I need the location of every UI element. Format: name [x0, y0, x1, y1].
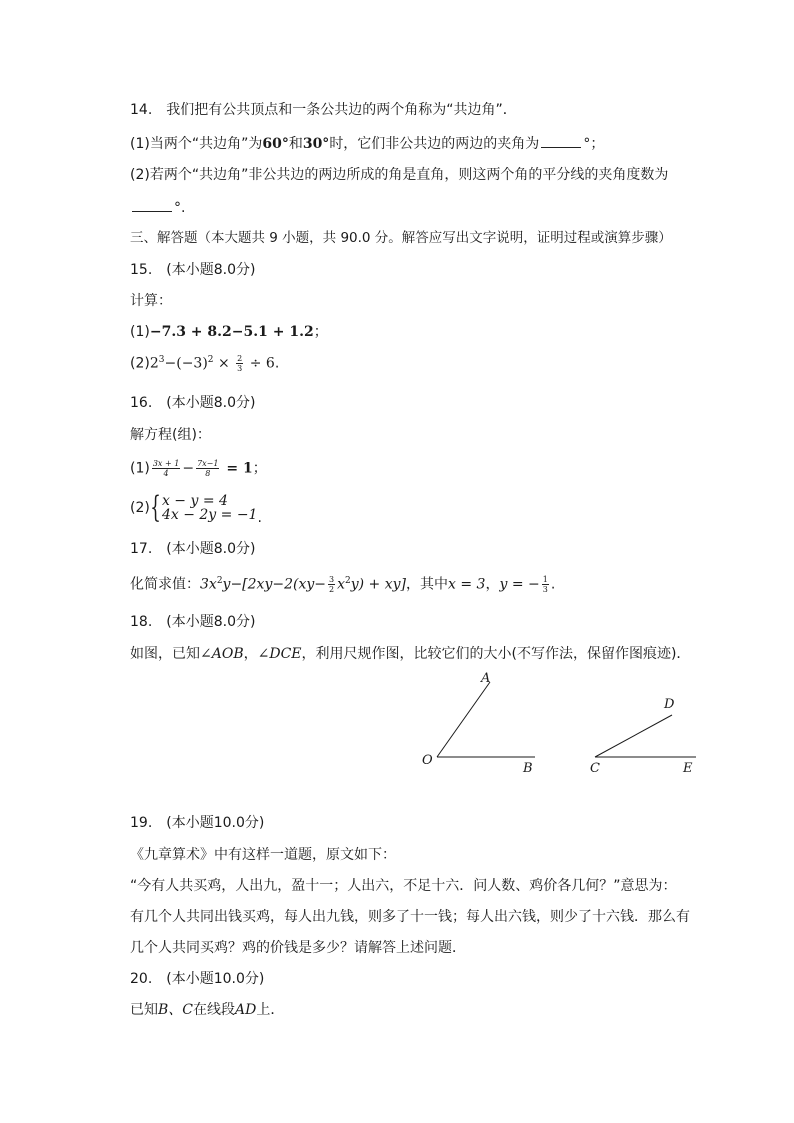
q15-fraction-denominator: 3: [237, 364, 243, 373]
angle-dce-figure: [590, 697, 696, 776]
q15-number: 15. (本小题8.0分): [130, 262, 256, 278]
q19-number: 19. (本小题10.0分): [130, 815, 265, 831]
q15-instruction: 计算：: [130, 293, 172, 309]
q20-text-a: 已知: [130, 1002, 158, 1018]
ray-cd: [595, 715, 672, 757]
q14-stem: 14. 我们把有公共顶点和一条公共边的两个角称为“共边角”．: [130, 102, 517, 118]
q15-part2-end: .: [274, 355, 280, 372]
q16-fraction1-denominator: 4: [163, 469, 169, 478]
q16-part1-rhs: = 1: [221, 460, 253, 477]
q14-part1-text-b: 时，它们非公共边的两边的夹角为: [329, 136, 540, 152]
section-3-heading: 三、解答题（本大题共 9 小题，共 90.0 分。解答应写出文字说明，证明过程或演算步骤）: [130, 230, 672, 246]
q20-text-b: 在线段: [193, 1002, 235, 1018]
q14-part2: (2)若两个“共边角”非公共边的两边所成的角是直角，则这两个角的平分线的夹角度数为: [130, 167, 669, 183]
q15-part2-term: −(−3): [164, 355, 208, 372]
ray-oa: [437, 682, 490, 757]
q17-text-a: 化简求值：: [130, 576, 200, 593]
q15-part1-label: (1): [130, 324, 150, 340]
q16-equation1: x − y = 4: [161, 493, 228, 509]
q17-text-b: ，其中: [406, 576, 449, 593]
q17-number: 17. (本小题8.0分): [130, 541, 256, 557]
q18-text-a: 如图，已知: [130, 646, 200, 662]
q17-expr-c: x: [337, 576, 345, 593]
q17-fraction-numerator: 3: [329, 575, 335, 584]
q14-part1-end: °；: [583, 136, 605, 152]
q15-part2-exponent2: 2: [207, 354, 214, 365]
q16-fraction1-numerator: 3x + 1: [152, 459, 180, 468]
q17-expr-d: y) + xy]: [350, 576, 407, 593]
label-d: D: [664, 697, 675, 712]
q18-text-c: ，利用尺规作图，比较它们的大小(不写作法，保留作图痕迹)．: [301, 646, 691, 662]
q18-number: 18. (本小题8.0分): [130, 614, 256, 630]
q18-angle-dce: ∠DCE: [257, 646, 302, 662]
q14-part1-angle1: 60°: [262, 136, 289, 152]
q19-line2: “今有人共买鸡，人出九，盈十一；人出六，不足十六．问人数、鸡价各几何？”意思为：: [130, 878, 677, 894]
label-e: E: [683, 761, 693, 776]
q18-text-b: ，: [243, 646, 258, 662]
q14-part2-end: °.: [174, 200, 186, 216]
q16-minus: −: [182, 460, 195, 477]
q15-part2-base: 2: [149, 355, 159, 372]
q19-line4: 几个人共同买鸡？鸡的价钱是多少？请解答上述问题．: [130, 940, 466, 956]
q17-condition-x: x = 3: [448, 576, 486, 593]
q16-part2-end: .: [257, 510, 262, 526]
q15-part2-times: ×: [213, 355, 235, 372]
q20-segment: AD: [235, 1002, 257, 1018]
q17-fraction2-numerator: 1: [542, 575, 548, 584]
q20-number: 20. (本小题10.0分): [130, 971, 265, 987]
q16-fraction2-numerator: 7x−1: [197, 459, 219, 468]
q15-part2-tail: ÷ 6: [245, 355, 275, 372]
q17-fraction-denominator: 2: [329, 585, 335, 594]
q19-line3: 有几个人共同出钱买鸡，每人出九钱，则多了十一钱；每人出六钱，则少了十六钱．那么有: [130, 909, 690, 925]
label-o: O: [422, 753, 433, 768]
q16-system-brace: {: [150, 490, 161, 525]
q16-part1-label: (1): [130, 460, 150, 477]
q15-part1-end: ；: [313, 324, 328, 340]
q17-expr-b: y−[2xy−2(xy−: [222, 576, 326, 593]
q15-part2-label: (2): [130, 355, 150, 372]
q16-part1-end: ；: [252, 460, 267, 477]
q16-instruction: 解方程(组)：: [130, 427, 211, 443]
q14-part1-text-a: (1)当两个“共边角”为: [130, 136, 263, 152]
q20-body: [130, 1001, 284, 1019]
label-b: B: [523, 761, 533, 776]
q15-part1-expression: −7.3 + 8.2−5.1 + 1.2: [149, 324, 314, 340]
q14-part1-and: 和: [288, 136, 303, 152]
q20-text-c: 上．: [256, 1002, 285, 1018]
q20-points: B、C: [158, 1002, 193, 1018]
q16-part2-label: (2): [130, 500, 150, 516]
label-a: A: [481, 671, 491, 686]
q16-equation2: 4x − 2y = −1: [161, 507, 258, 523]
q17-sup-b: 2: [345, 575, 351, 586]
label-c: C: [590, 761, 600, 776]
q17-text-c: ，: [485, 576, 500, 593]
q19-line1: 《九章算术》中有这样一道题，原文如下：: [130, 847, 396, 863]
q17-condition-y: y = −: [499, 576, 540, 593]
q14-part1-angle2: 30°: [302, 136, 330, 152]
q17-fraction2-denominator: 3: [542, 585, 548, 594]
q17-sup-a: 2: [216, 575, 223, 586]
q18-angle-aob: ∠AOB: [200, 646, 244, 662]
q17-end: .: [550, 576, 556, 593]
q15-fraction-numerator: 2: [237, 354, 243, 363]
q17-expr-a: 3x: [200, 576, 217, 593]
angle-aob-figure: [422, 671, 535, 776]
q16-fraction2-denominator: 8: [205, 469, 211, 478]
q15-part2-exponent: 3: [158, 354, 165, 365]
q16-number: 16. (本小题8.0分): [130, 395, 256, 411]
